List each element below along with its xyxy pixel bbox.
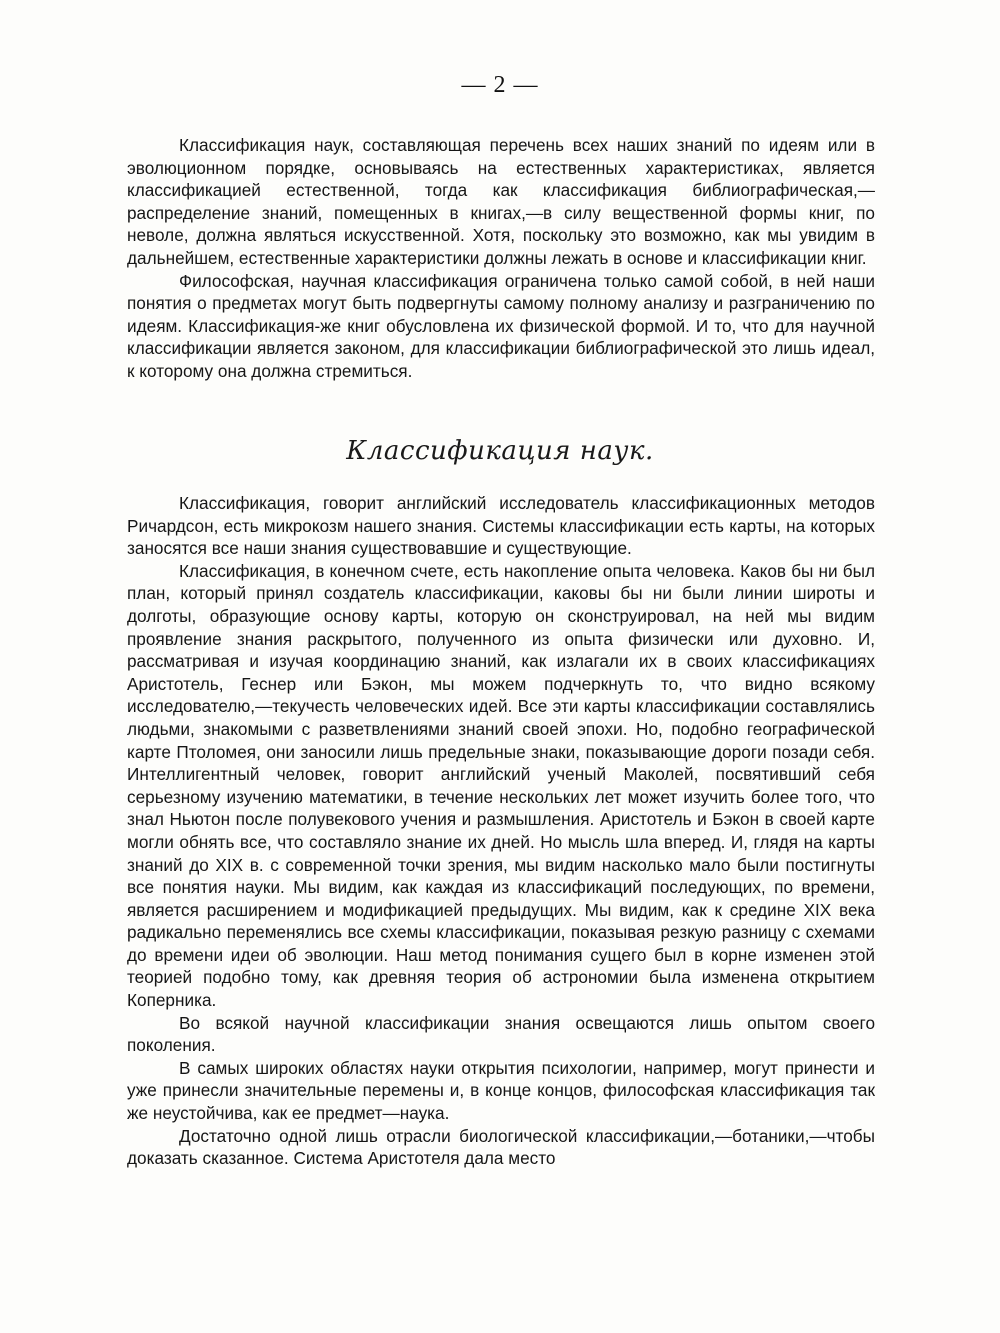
section-heading: Классификация наук. xyxy=(346,436,654,466)
paragraph: В самых широких областях науки открытия психологии, например, могут принести и уже принесли значительные перемены и, в конце концов, философская классификация так же неустойчива, как ее предмет—наука. xyxy=(127,1057,875,1124)
paragraph: Философская, научная классификация ограничена только самой собой, в ней наши понятия о предметах могут быть подвергнуты самому полному анализу и разграничению по идеям. Классификация-же книг обусловлена их физической формой. И то, что для научной классификации является законом, для классификации библиографической это лишь идеал, к которому она должна стремиться. xyxy=(127,270,875,381)
page-number: — 2 — xyxy=(461,72,539,98)
paragraph: Классификация наук, составляющая перечень всех наших знаний по идеям или в эволюционном порядке, основываясь на естественных характеристиках, является классификацией естественной, тогда как классификация библиографическая,—распределение знаний, помещенных в книгах,—в силу вещественной формы книг, по неволе, должна являться искусственной. Хотя, поскольку это возможно, как мы увидим в дальнейшем, естественные характеристики должны лежать в основе и классификации книг. xyxy=(127,135,875,268)
paragraph: Классификация, говорит английский исследователь классификационных методов Ричардсон, есть микрокозм нашего знания. Системы классификации есть карты, на которых заносятся все наши знания существовавшие и существующие. xyxy=(127,493,875,559)
section-text-block xyxy=(127,492,875,1170)
paragraph: Достаточно одной лишь отрасли биологической классификации,—ботаники,—чтобы доказать сказанное. Система Аристотеля дала место xyxy=(127,1125,875,1169)
paragraph: Во всякой научной классификации знания освещаются лишь опытом своего поколения. xyxy=(127,1012,875,1056)
intro-text-block xyxy=(127,134,875,383)
paragraph: Классификация, в конечном счете, есть накопление опыта человека. Каков бы ни был план, который принял создатель классификации, каковы бы ни были линии широты и долготы, образующие основу карты, которую он сконструировал, на ней мы видим проявление знания раскрытого, полученного из опыта физически или духовно. И, рассматривая и изучая координацию знаний, как излагали их в своих классификациях Аристотель, Геснер или Бэкон, мы можем подчеркнуть то, что видно всякому исследователю,—текучесть человеческих идей. Все эти карты классификации составлялись людьми, знакомыми с разветвлениями знаний своей эпохи. Но, подобно географической карте Птоломея, они заносили лишь предельные знаки, показывающие дороги позади себя. Интеллигентный человек, говорит английский ученый Маколей, посвятивший себя серьезному изучению математики, в течение нескольких лет может изучить более того, что знал Ньютон после полувекового учения и размышления. Аристотель и Бэкон в своей карте могли обнять все, что составляло знание их дней. Но мысль шла вперед. И, глядя на карты знаний до XIX в. с современной точки зрения, мы видим насколько мало были постигнуты все понятия науки. Мы видим, как каждая из классификаций последующих, по времени, является расширением и модификацией предыдущих. Мы видим, как к средине XIX века радикально переменялись все схемы классификации, показывая резкую разницу с схемами до времени идеи об эволюции. Наш метод понимания сущего был в корне изменен этой теорией подобно тому, как древняя теория об астрономии была изменена открытием Коперника. xyxy=(127,560,875,1011)
